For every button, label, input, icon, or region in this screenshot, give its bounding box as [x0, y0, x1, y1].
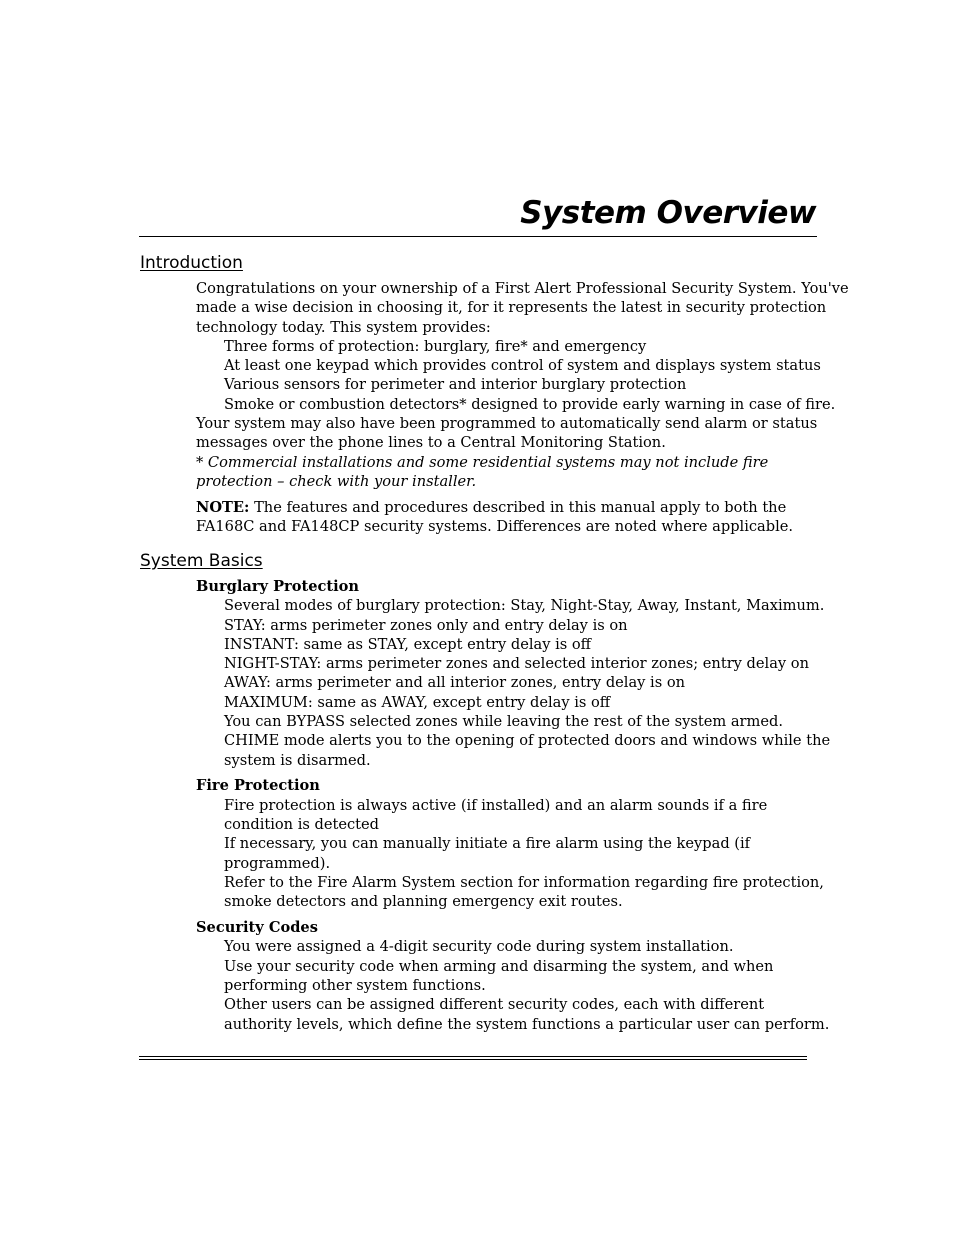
reporting-line: Your system may also have been programmed to automatically send alarm or status: [196, 415, 818, 433]
title-rule: [139, 236, 817, 237]
footnote-line: protection – check with your installer.: [196, 472, 477, 490]
protection-item: Various sensors for perimeter and interior burglary protection: [224, 376, 687, 394]
reporting-line: messages over the phone lines to a Central Monitoring Station.: [196, 434, 666, 452]
footnote-line: * Commercial installations and some residential systems may not include fire: [196, 453, 769, 471]
note-text: The features and procedures described in this manual apply to both the: [249, 498, 787, 516]
codes-line: You were assigned a 4-digit security code during system installation.: [224, 938, 734, 956]
system-basics-body: [196, 577, 856, 1034]
burglary-line: STAY: arms perimeter zones only and entry delay is on: [224, 616, 628, 634]
note-label: NOTE:: [196, 498, 250, 516]
protection-item: At least one keypad which provides control of system and displays system status: [224, 357, 821, 375]
codes-line: Other users can be assigned different security codes, each with different: [224, 996, 765, 1014]
protection-item: Smoke or combustion detectors* designed to provide early warning in case of fire.: [224, 395, 836, 413]
fire-line: condition is detected: [224, 816, 380, 834]
burglary-line: INSTANT: same as STAY, except entry delay is off: [224, 635, 592, 653]
fire-line: If necessary, you can manually initiate a fire alarm using the keypad (if: [224, 835, 751, 853]
burglary-line: NIGHT-STAY: arms perimeter zones and selected interior zones; entry delay on: [224, 655, 809, 673]
codes-line: authority levels, which define the system functions a particular user can perform.: [224, 1015, 830, 1033]
system-basics-heading: System Basics: [140, 551, 263, 571]
introduction-body: [196, 279, 856, 536]
fire-line: Fire protection is always active (if installed) and an alarm sounds if a fire: [224, 796, 768, 814]
page-title: System Overview: [520, 195, 816, 231]
burglary-line: AWAY: arms perimeter and all interior zones, entry delay is on: [224, 674, 686, 692]
intro-paragraph-line: technology today. This system provides:: [196, 318, 491, 336]
note-line: FA168C and FA148CP security systems. Differences are noted where applicable.: [196, 518, 794, 536]
burglary-protection-heading: Burglary Protection: [196, 578, 360, 595]
burglary-line: system is disarmed.: [224, 751, 371, 769]
fire-line: programmed).: [224, 854, 331, 872]
fire-line: smoke detectors and planning emergency exit routes.: [224, 893, 623, 911]
security-codes-heading: Security Codes: [196, 919, 318, 937]
footer-rule: [139, 1056, 807, 1057]
note-line: [196, 498, 856, 517]
codes-line: performing other system functions.: [224, 976, 486, 994]
footer-rule: [139, 1059, 807, 1060]
introduction-heading: Introduction: [140, 253, 243, 273]
burglary-line: MAXIMUM: same as AWAY, except entry delay is off: [224, 693, 611, 711]
fire-protection-heading: Fire Protection: [196, 777, 320, 795]
intro-paragraph-line: Congratulations on your ownership of a First Alert Professional Security System. You've: [196, 280, 849, 297]
intro-paragraph-line: made a wise decision in choosing it, for it represents the latest in security protection: [196, 299, 827, 317]
protection-item: Three forms of protection: burglary, fire* and emergency: [224, 337, 647, 355]
burglary-line: Several modes of burglary protection: Stay, Night-Stay, Away, Instant, Maximum.: [224, 597, 825, 615]
burglary-line: You can BYPASS selected zones while leaving the rest of the system armed.: [224, 713, 783, 731]
burglary-line: CHIME mode alerts you to the opening of protected doors and windows while the: [224, 732, 831, 750]
fire-line: Refer to the Fire Alarm System section for information regarding fire protection,: [224, 873, 824, 891]
codes-line: Use your security code when arming and disarming the system, and when: [224, 957, 774, 975]
